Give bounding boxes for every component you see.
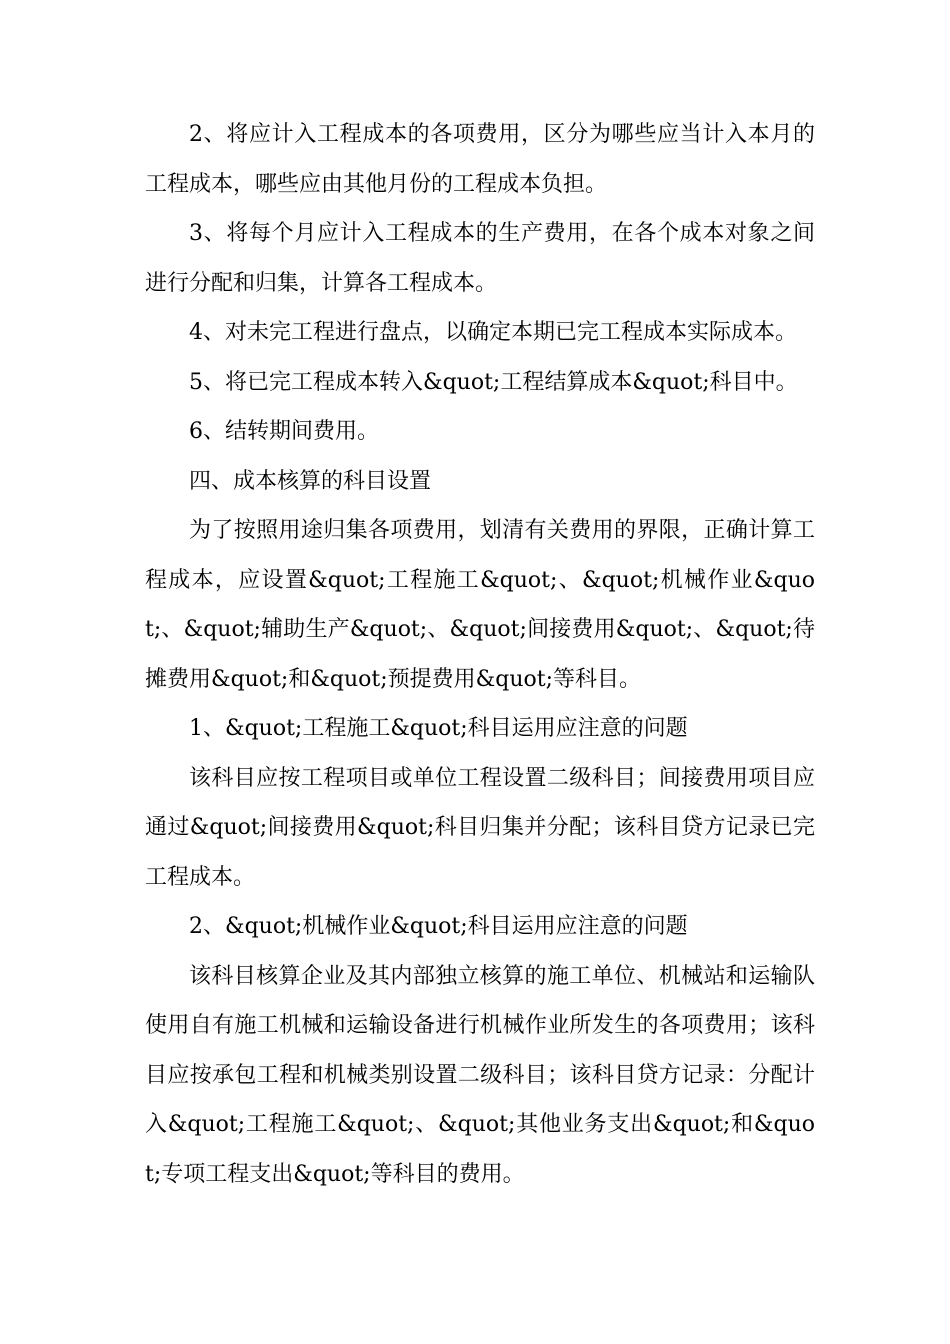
- paragraph-engineering-construction: 该科目应按工程项目或单位工程设置二级科目；间接费用项目应通过&quot;间接费用&quot;科目归集并分配；该科目贷方记录已完工程成本。: [145, 765, 815, 890]
- section-heading-4: 四、成本核算的科目设置: [189, 468, 432, 494]
- paragraph-step-6: 6、结转期间费用。: [189, 419, 379, 444]
- paragraph-machinery-operation: 该科目核算企业及其内部独立核算的施工单位、机械站和运输队使用自有施工机械和运输设备进行机械作业所发生的各项费用；该科目应按承包工程和机械类别设置二级科目；该科目贷方记录：分配计入&quot;工程施工&quot;、&quot;其他业务支出&quot;和&quot;专项工程支出&quot;等科目的费用。: [145, 963, 815, 1187]
- paragraph-account-setup: 为了按照用途归集各项费用，划清有关费用的界限，正确计算工程成本，应设置&quot;工程施工&quot;、&quot;机械作业&quot;、&quot;辅助生产&quot;、&quot;间接费用&quot;、&quot;待摊费用&quot;和&quot;预提费用&quot;等科目。: [145, 518, 815, 692]
- subheading-machinery-operation: 2、&quot;机械作业&quot;科目运用应注意的问题: [189, 914, 688, 939]
- paragraph-step-3: 3、将每个月应计入工程成本的生产费用，在各个成本对象之间进行分配和归集，计算各工程成本。: [145, 221, 815, 296]
- paragraph-step-2: 2、将应计入工程成本的各项费用，区分为哪些应当计入本月的工程成本，哪些应由其他月份的工程成本负担。: [145, 122, 815, 197]
- subheading-engineering-construction: 1、&quot;工程施工&quot;科目运用应注意的问题: [189, 716, 688, 741]
- paragraph-step-5: 5、将已完工程成本转入&quot;工程结算成本&quot;科目中。: [189, 369, 798, 395]
- paragraph-step-4: 4、对未完工程进行盘点，以确定本期已完工程成本实际成本。: [189, 320, 797, 345]
- document-body: [145, 110, 815, 1199]
